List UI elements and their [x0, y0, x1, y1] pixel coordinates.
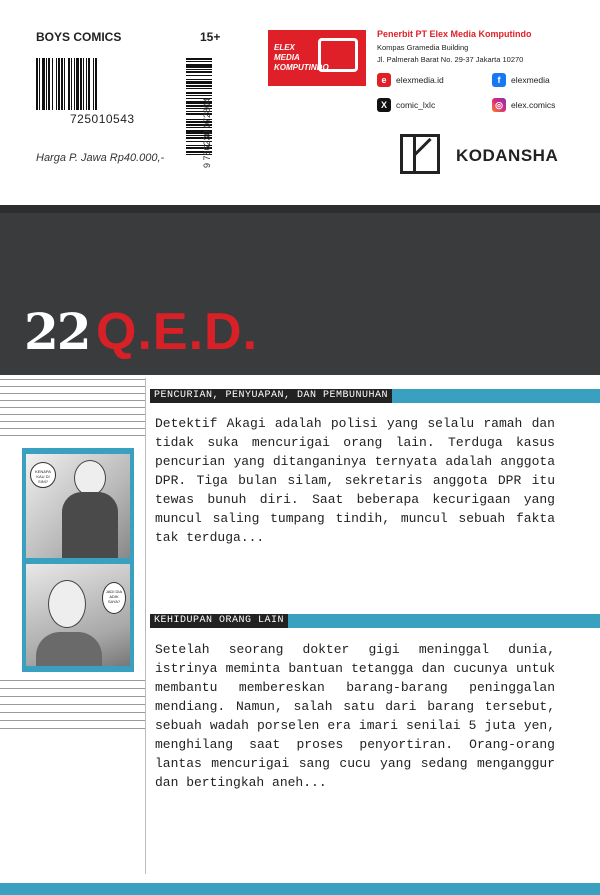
publisher-name: Penerbit PT Elex Media Komputindo — [377, 29, 532, 39]
speech-bubble: KENAPA KAU DI SINI? — [30, 462, 56, 488]
price-label: Harga P. Jawa Rp40.000,- — [36, 152, 165, 164]
story-heading: PENCURIAN, PENYUAPAN, DAN PEMBUNUHAN — [150, 389, 392, 403]
speech-bubble: JADI DIA ADIK SAYA? — [102, 582, 126, 614]
logo-text-2: MEDIA — [274, 53, 300, 62]
barcode-number: 725010543 — [70, 112, 135, 126]
elex-mark-icon — [318, 38, 358, 72]
logo-text-1: ELEX — [274, 43, 295, 52]
bottom-accent-bar — [0, 883, 600, 895]
social-label: elex.comics — [511, 100, 556, 110]
title-band — [0, 205, 600, 375]
social-facebook[interactable] — [492, 73, 550, 87]
facebook-icon: f — [492, 73, 506, 87]
manga-illustration-top — [26, 454, 130, 558]
social-label: elexmedia — [511, 75, 550, 85]
social-instagram[interactable] — [492, 98, 555, 112]
isbn-number: 9 786230 072804 — [202, 97, 212, 168]
publisher-address-1: Kompas Gramedia Building — [377, 43, 469, 52]
manga-illustration-bottom — [26, 564, 130, 666]
kodansha-logo-icon — [400, 134, 440, 174]
story-body: Detektif Akagi adalah polisi yang selalu ramah dan tidak suka mencurigai orang lain. Terduga kasus pencurian yang ditanganinya ternyata adalah anggota DPR. Tiga bulan silam, sekretaris anggota DPR itu tewas bunuh diri. Saat beberapa kecurigaan yang muncul saling tumpang tindih, muncul sebuah fakta tak terduga... — [155, 416, 555, 545]
social-elexmedia[interactable] — [377, 73, 444, 87]
barcode — [36, 58, 170, 110]
social-x[interactable] — [377, 98, 435, 112]
x-icon: X — [377, 98, 391, 112]
manga-panel — [22, 448, 134, 672]
publisher-address-2: Jl. Palmerah Barat No. 29-37 Jakarta 10270 — [377, 55, 524, 64]
series-title: Q.E.D. — [96, 303, 259, 361]
elexmedia-icon: e — [377, 73, 391, 87]
instagram-icon: ◎ — [492, 98, 506, 112]
story-body: Setelah seorang dokter gigi meninggal dunia, istrinya meminta bantuan tetangga dan cucunya untuk membantu membereskan barang-barang peninggalan mendiang. Namun, salah satu dari barang tersebut, sebuah wadah porselen era imari senilai 5 juta yen, menghilang saat proses penyortiran. Orang-orang lantas mencurigai sang cucu yang sedang menganggur dan bertingkah aneh... — [155, 642, 555, 790]
logo-text-3: KOMPUTINDO — [274, 63, 329, 72]
elex-media-logo — [268, 30, 366, 86]
volume-number: 22 — [24, 302, 90, 361]
social-label: comic_lxlc — [396, 100, 436, 110]
age-rating: 15+ — [200, 30, 221, 44]
story-heading: KEHIDUPAN ORANG LAIN — [150, 614, 288, 628]
social-label: elexmedia.id — [396, 75, 444, 85]
kodansha-wordmark: KODANSHA — [456, 146, 559, 165]
divider — [145, 378, 146, 874]
genre-label: BOYS COMICS — [36, 30, 122, 44]
